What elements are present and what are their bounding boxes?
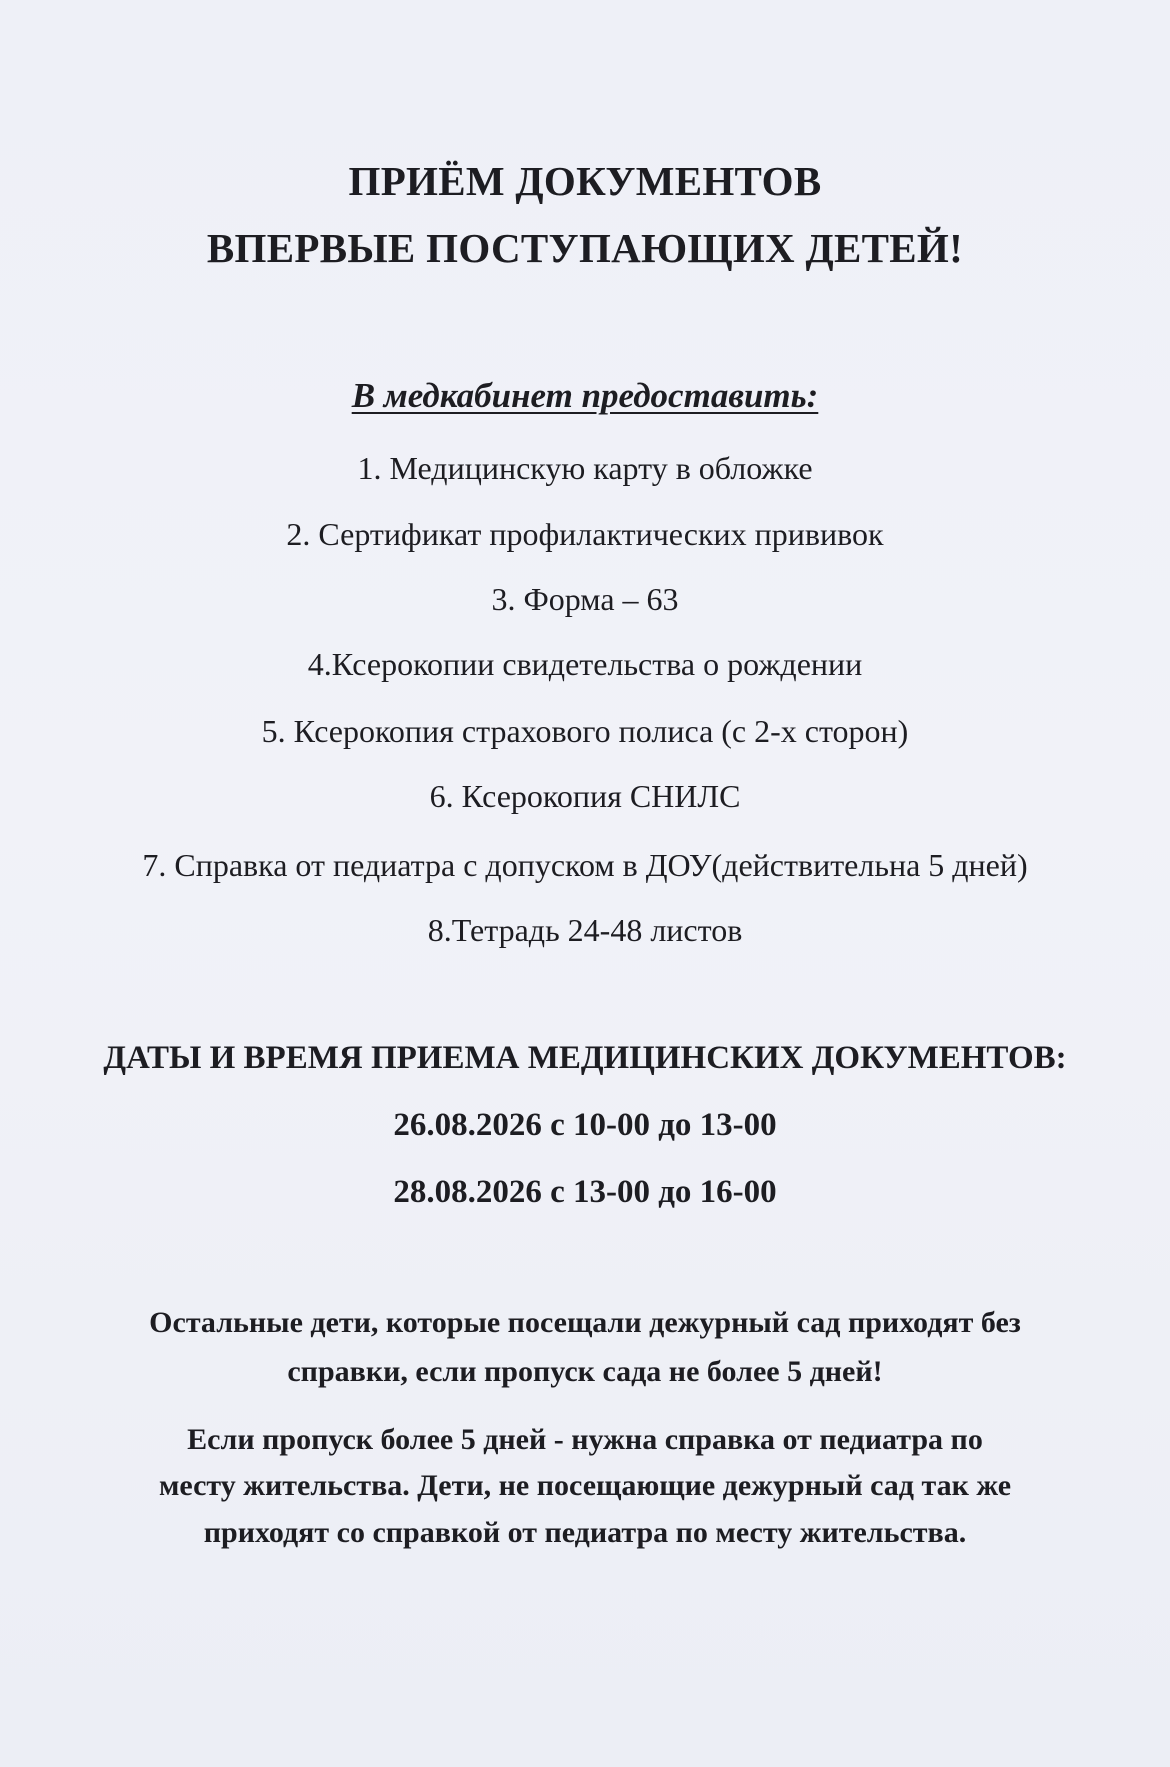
document-item-3: 3. Форма – 63: [491, 581, 679, 617]
document-item-7: 7. Справка от педиатра с допуском в ДОУ(действительна 5 дней): [142, 847, 1028, 883]
schedule-date-2: 28.08.2026 с 13-00 до 16-00: [393, 1174, 777, 1210]
document-item-6: 6. Ксерокопия СНИЛС: [429, 778, 741, 814]
heading-line-1: ПРИЁМ ДОКУМЕНТОВ: [348, 158, 822, 204]
note-2-line-3: приходят со справкой от педиатра по месту жительства.: [203, 1516, 967, 1549]
document-item-1: 1. Медицинскую карту в обложке: [357, 450, 813, 486]
medical-office-subheading: В медкабинет предоставить:: [351, 376, 819, 415]
document-item-4: 4.Ксерокопии свидетельства о рождении: [307, 646, 863, 682]
note-1-line-1: Остальные дети, которые посещали дежурный сад приходят без: [149, 1306, 1021, 1339]
note-2-line-1: Если пропуск более 5 дней - нужна справка от педиатра по: [187, 1423, 983, 1456]
note-1-line-2: справки, если пропуск сада не более 5 дней!: [287, 1355, 883, 1388]
note-2-line-2: месту жительства. Дети, не посещающие дежурный сад так же: [158, 1469, 1012, 1502]
heading-line-2: ВПЕРВЫЕ ПОСТУПАЮЩИХ ДЕТЕЙ!: [206, 225, 964, 271]
schedule-title: ДАТЫ И ВРЕМЯ ПРИЕМА МЕДИЦИНСКИХ ДОКУМЕНТОВ:: [103, 1040, 1067, 1076]
schedule-date-1: 26.08.2026 с 10-00 до 13-00: [393, 1107, 777, 1143]
document-item-5: 5. Ксерокопия страхового полиса (с 2-х сторон): [261, 713, 909, 749]
document-item-8: 8.Тетрадь 24-48 листов: [427, 912, 743, 948]
document-item-2: 2. Сертификат профилактических прививок: [286, 516, 884, 552]
